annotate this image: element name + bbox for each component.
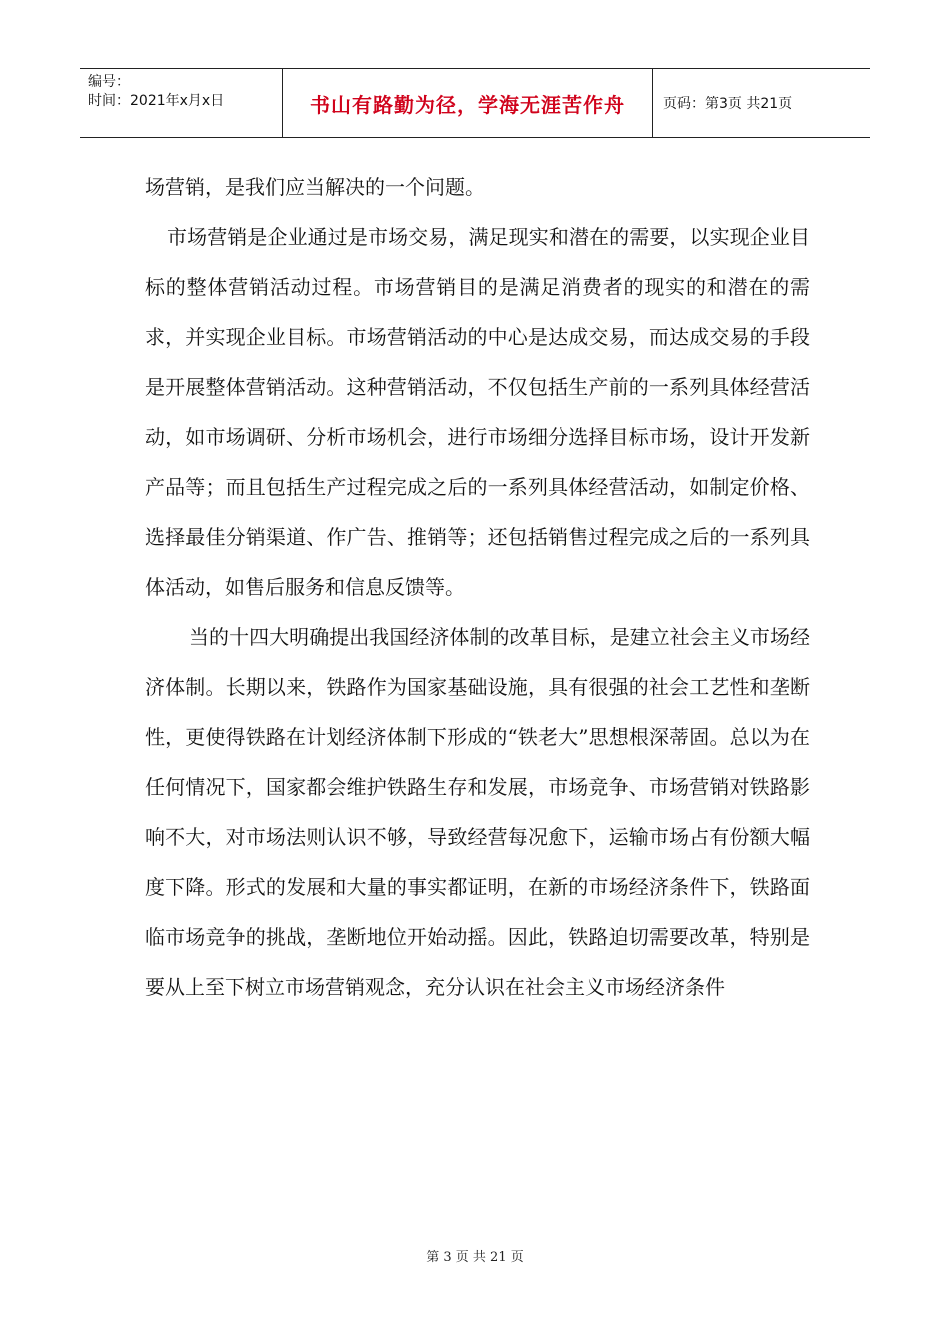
code-label: 编号： [88,74,130,90]
page-footer: 第 3 页 共 21 页 [426,1250,524,1265]
header-motto: 书山有路勤为径，学海无涯苦作舟 [283,69,653,137]
document-body [145,162,810,1012]
paragraph-marketing-definition: 市场营销是企业通过是市场交易，满足现实和潜在的需要，以实现企业目标的整体营销活动过程。市场营销目的是满足消费者的现实的和潜在的需求，并实现企业目标。市场营销活动的中心是达成交易，而达成交易的手段是开展整体营销活动。这种营销活动，不仅包括生产前的一系列具体经营活动，如市场调研、分析市场机会，进行市场细分选择目标市场，设计开发新产品等；而且包括生产过程完成之后的一系列具体经营活动，如制定价格、选择最佳分销渠道、作广告、推销等；还包括销售过程完成之后的一系列具体活动，如售后服务和信息反馈等。 [145,225,810,599]
header-meta [80,69,283,137]
page-header [80,68,870,138]
date-label: 时间：2021年x月x日 [88,93,225,109]
header-page-info: 页码：第3页 共21页 [663,96,793,112]
paragraph-continuation: 场营销，是我们应当解决的一个问题。 [145,175,485,199]
paragraph-railway-reform: 当的十四大明确提出我国经济体制的改革目标，是建立社会主义市场经济体制。长期以来，铁路作为国家基础设施，具有很强的社会工艺性和垄断性，更使得铁路在计划经济体制下形成的“铁老大”思想根深蒂固。总以为在任何情况下，国家都会维护铁路生存和发展，市场竞争、市场营销对铁路影响不大，对市场法则认识不够，导致经营每况愈下，运输市场占有份额大幅度下降。形式的发展和大量的事实都证明，在新的市场经济条件下，铁路面临市场竞争的挑战，垄断地位开始动摇。因此，铁路迫切需要改革，特别是要从上至下树立市场营销观念，充分认识在社会主义市场经济条件 [145,625,810,999]
